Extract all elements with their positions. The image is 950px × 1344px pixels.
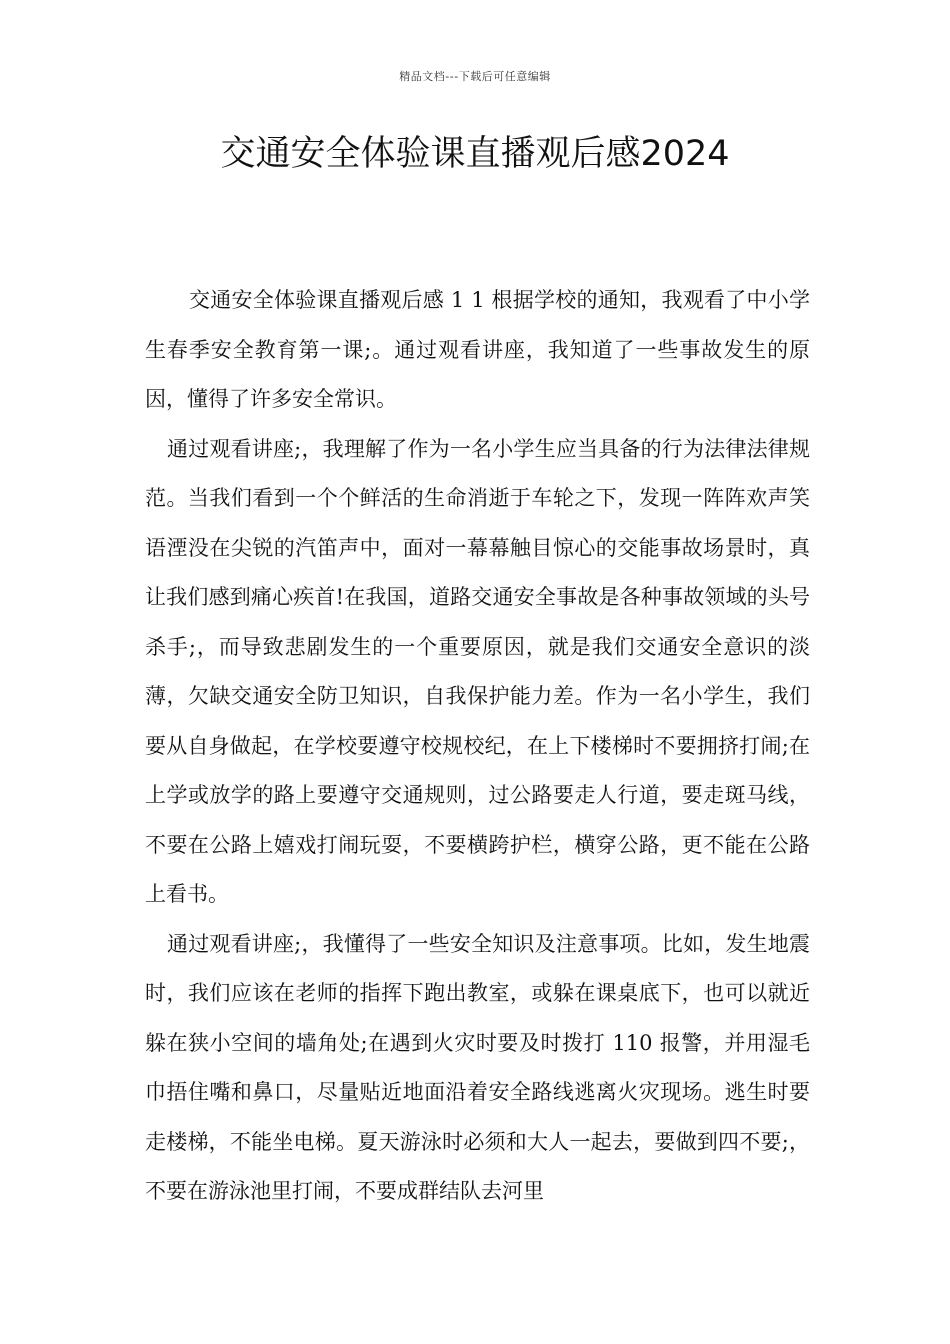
document-body — [145, 276, 810, 1217]
document-title: 交通安全体验课直播观后感2024 — [220, 134, 730, 174]
header-note: 精品文档---下载后可任意编辑 — [399, 70, 551, 83]
paragraph-3: 通过观看讲座;，我懂得了一些安全知识及注意事项。比如，发生地震时，我们应该在老师的指挥下跑出教室，或躲在课桌底下，也可以就近躲在狭小空间的墙角处;在遇到火灾时要及时拨打 110 报警，并用湿毛巾捂住嘴和鼻口，尽量贴近地面沿着安全路线逃离火灾现场。逃生时要走楼梯，不能坐电梯。夏天游泳时必须和大人一起去，要做到四不要;，不要在游泳池里打闹，不要成群结队去河里 — [145, 931, 810, 1203]
paragraph-1: 交通安全体验课直播观后感 1 1 根据学校的通知，我观看了中小学生春季安全教育第一课;。通过观看讲座，我知道了一些事故发生的原因，懂得了许多安全常识。 — [145, 288, 810, 411]
paragraph-2: 通过观看讲座;，我理解了作为一名小学生应当具备的行为法律法律规范。当我们看到一个个鲜活的生命消逝于车轮之下，发现一阵阵欢声笑语湮没在尖锐的汽笛声中，面对一幕幕触目惊心的交能事故场景时，真让我们感到痛心疾首!在我国，道路交通安全事故是各种事故领域的头号杀手;，而导致悲剧发生的一个重要原因，就是我们交通安全意识的淡薄，欠缺交通安全防卫知识，自我保护能力差。作为一名小学生，我们要从自身做起，在学校要遵守校规校纪，在上下楼梯时不要拥挤打闹;在上学或放学的路上要遵守交通规则，过公路要走人行道，要走斑马线，不要在公路上嬉戏打闹玩耍，不要横跨护栏，横穿公路，更不能在公路上看书。 — [145, 436, 810, 906]
